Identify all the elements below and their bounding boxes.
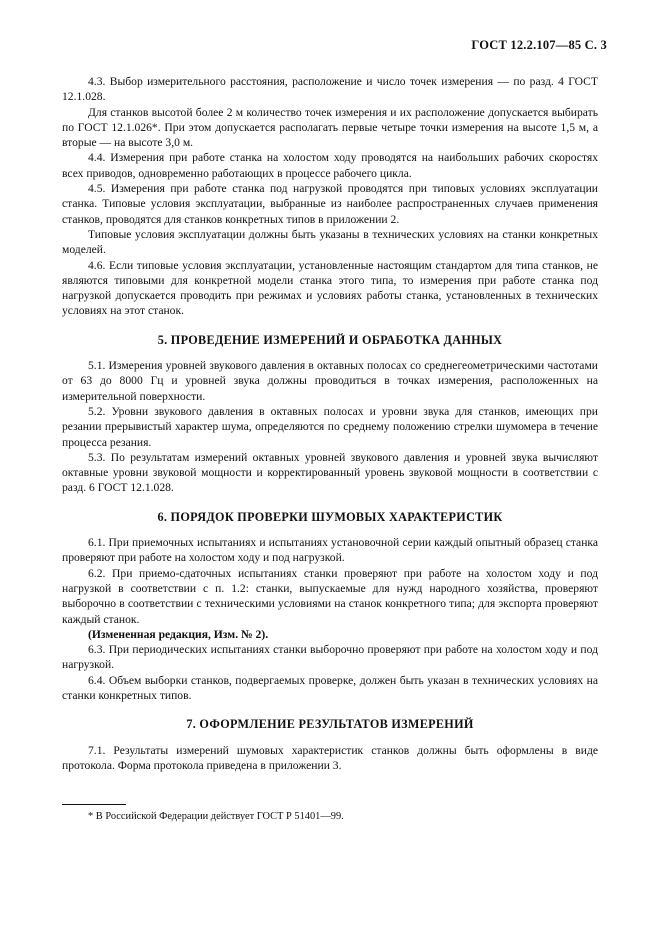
revision-note: (Измененная редакция, Изм. № 2). xyxy=(88,627,269,641)
paragraph-4-4: 4.4. Измерения при работе станка на холостом ходу проводятся на наибольших рабочих скоростях всех приводов, одновременно работающих в процессе рабочего цикла. xyxy=(62,151,598,180)
section-6-title: 6. ПОРЯДОК ПРОВЕРКИ ШУМОВЫХ ХАРАКТЕРИСТИК xyxy=(157,509,503,524)
paragraph-4-3-tall-machines: Для станков высотой более 2 м количество точек измерения и их расположение допускается выбирать по ГОСТ 12.1.026*. При этом допускается располагать первые четыре точки измерения на высоте 1,5 м, а вторые — на высоте 3,0 м. xyxy=(62,105,598,150)
footnote-divider xyxy=(62,804,126,805)
paragraph-4-5: 4.5. Измерения при работе станка под нагрузкой проводятся при типовых условиях эксплуатации станка. Типовые условия эксплуатации, выбранные из наиболее распространенных случаев применения станков, проводятся для станков конкретных типов в приложении 2. xyxy=(62,182,598,226)
paragraph-7-1: 7.1. Результаты измерений шумовых характеристик станков должны быть оформлены в виде протокола. Форма протокола приведена в приложении 3. xyxy=(62,743,598,772)
running-header: ГОСТ 12.2.107—85 С. 3 xyxy=(471,38,607,52)
paragraph-6-4: 6.4. Объем выборки станков, подвергаемых проверке, должен быть указан в технических условиях на станки конкретных типов. xyxy=(62,673,598,702)
paragraph-4-5-conditions: Типовые условия эксплуатации должны быть указаны в технических условиях на станки конкретных моделей. xyxy=(62,227,598,257)
paragraph-4-3: 4.3. Выбор измерительного расстояния, расположение и число точек измерения — по разд. 4 ГОСТ 12.1.028. xyxy=(62,75,598,104)
paragraph-5-1: 5.1. Измерения уровней звукового давления в октавных полосах со среднегеометрическими частотами от 63 до 8000 Гц и уровней звука должны проводиться в точках измерения, расположенных на измерительной поверхности. xyxy=(62,359,598,403)
footnote: * В Российской Федерации действует ГОСТ Р 51401—99. xyxy=(88,811,344,822)
section-7-title: 7. ОФОРМЛЕНИЕ РЕЗУЛЬТАТОВ ИЗМЕРЕНИЙ xyxy=(186,717,474,732)
paragraph-6-1: 6.1. При приемочных испытаниях и испытаниях установочной серии каждый опытный образец станка проверяют при работе на холостом ходу и под нагрузкой. xyxy=(62,536,598,565)
paragraph-5-2: 5.2. Уровни звукового давления в октавных полосах и уровни звука для станков, имеющих при резании прерывистый характер шума, определяются по среднему положению стрелки шумомера в течение процесса резания. xyxy=(62,404,598,449)
paragraph-4-6: 4.6. Если типовые условия эксплуатации, установленные настоящим стандартом для типа станков, не являются типовыми для конкретной модели станка этого типа, то измерения при работе станка под нагрузкой допускается проводить при режимах и условиях работы станка, установленных в технических условиях на этот станок. xyxy=(62,258,598,318)
section-5-title: 5. ПРОВЕДЕНИЕ ИЗМЕРЕНИЙ И ОБРАБОТКА ДАННЫХ xyxy=(157,332,503,347)
document-body xyxy=(62,74,598,773)
paragraph-5-3: 5.3. По результатам измерений октавных уровней звукового давления и уровней звука вычисляют октавные уровни звуковой мощности и корректированный уровень звуковой мощности в соответствии с разд. 6 ГОСТ 12.1.028. xyxy=(62,450,598,495)
paragraph-6-3: 6.3. При периодических испытаниях станки выборочно проверяют при работе на холостом ходу и под нагрузкой. xyxy=(62,643,598,672)
paragraph-6-2: 6.2. При приемо-сдаточных испытаниях станки проверяют при работе на холостом ходу и под нагрузкой в соответствии с п. 1.2: станки, выпускаемые для нужд народного хозяйства, проверяют выборочно в соответствии с техническими условиями на станок конкретного типа; для экспорта проверяют каждый станок. xyxy=(62,566,598,626)
